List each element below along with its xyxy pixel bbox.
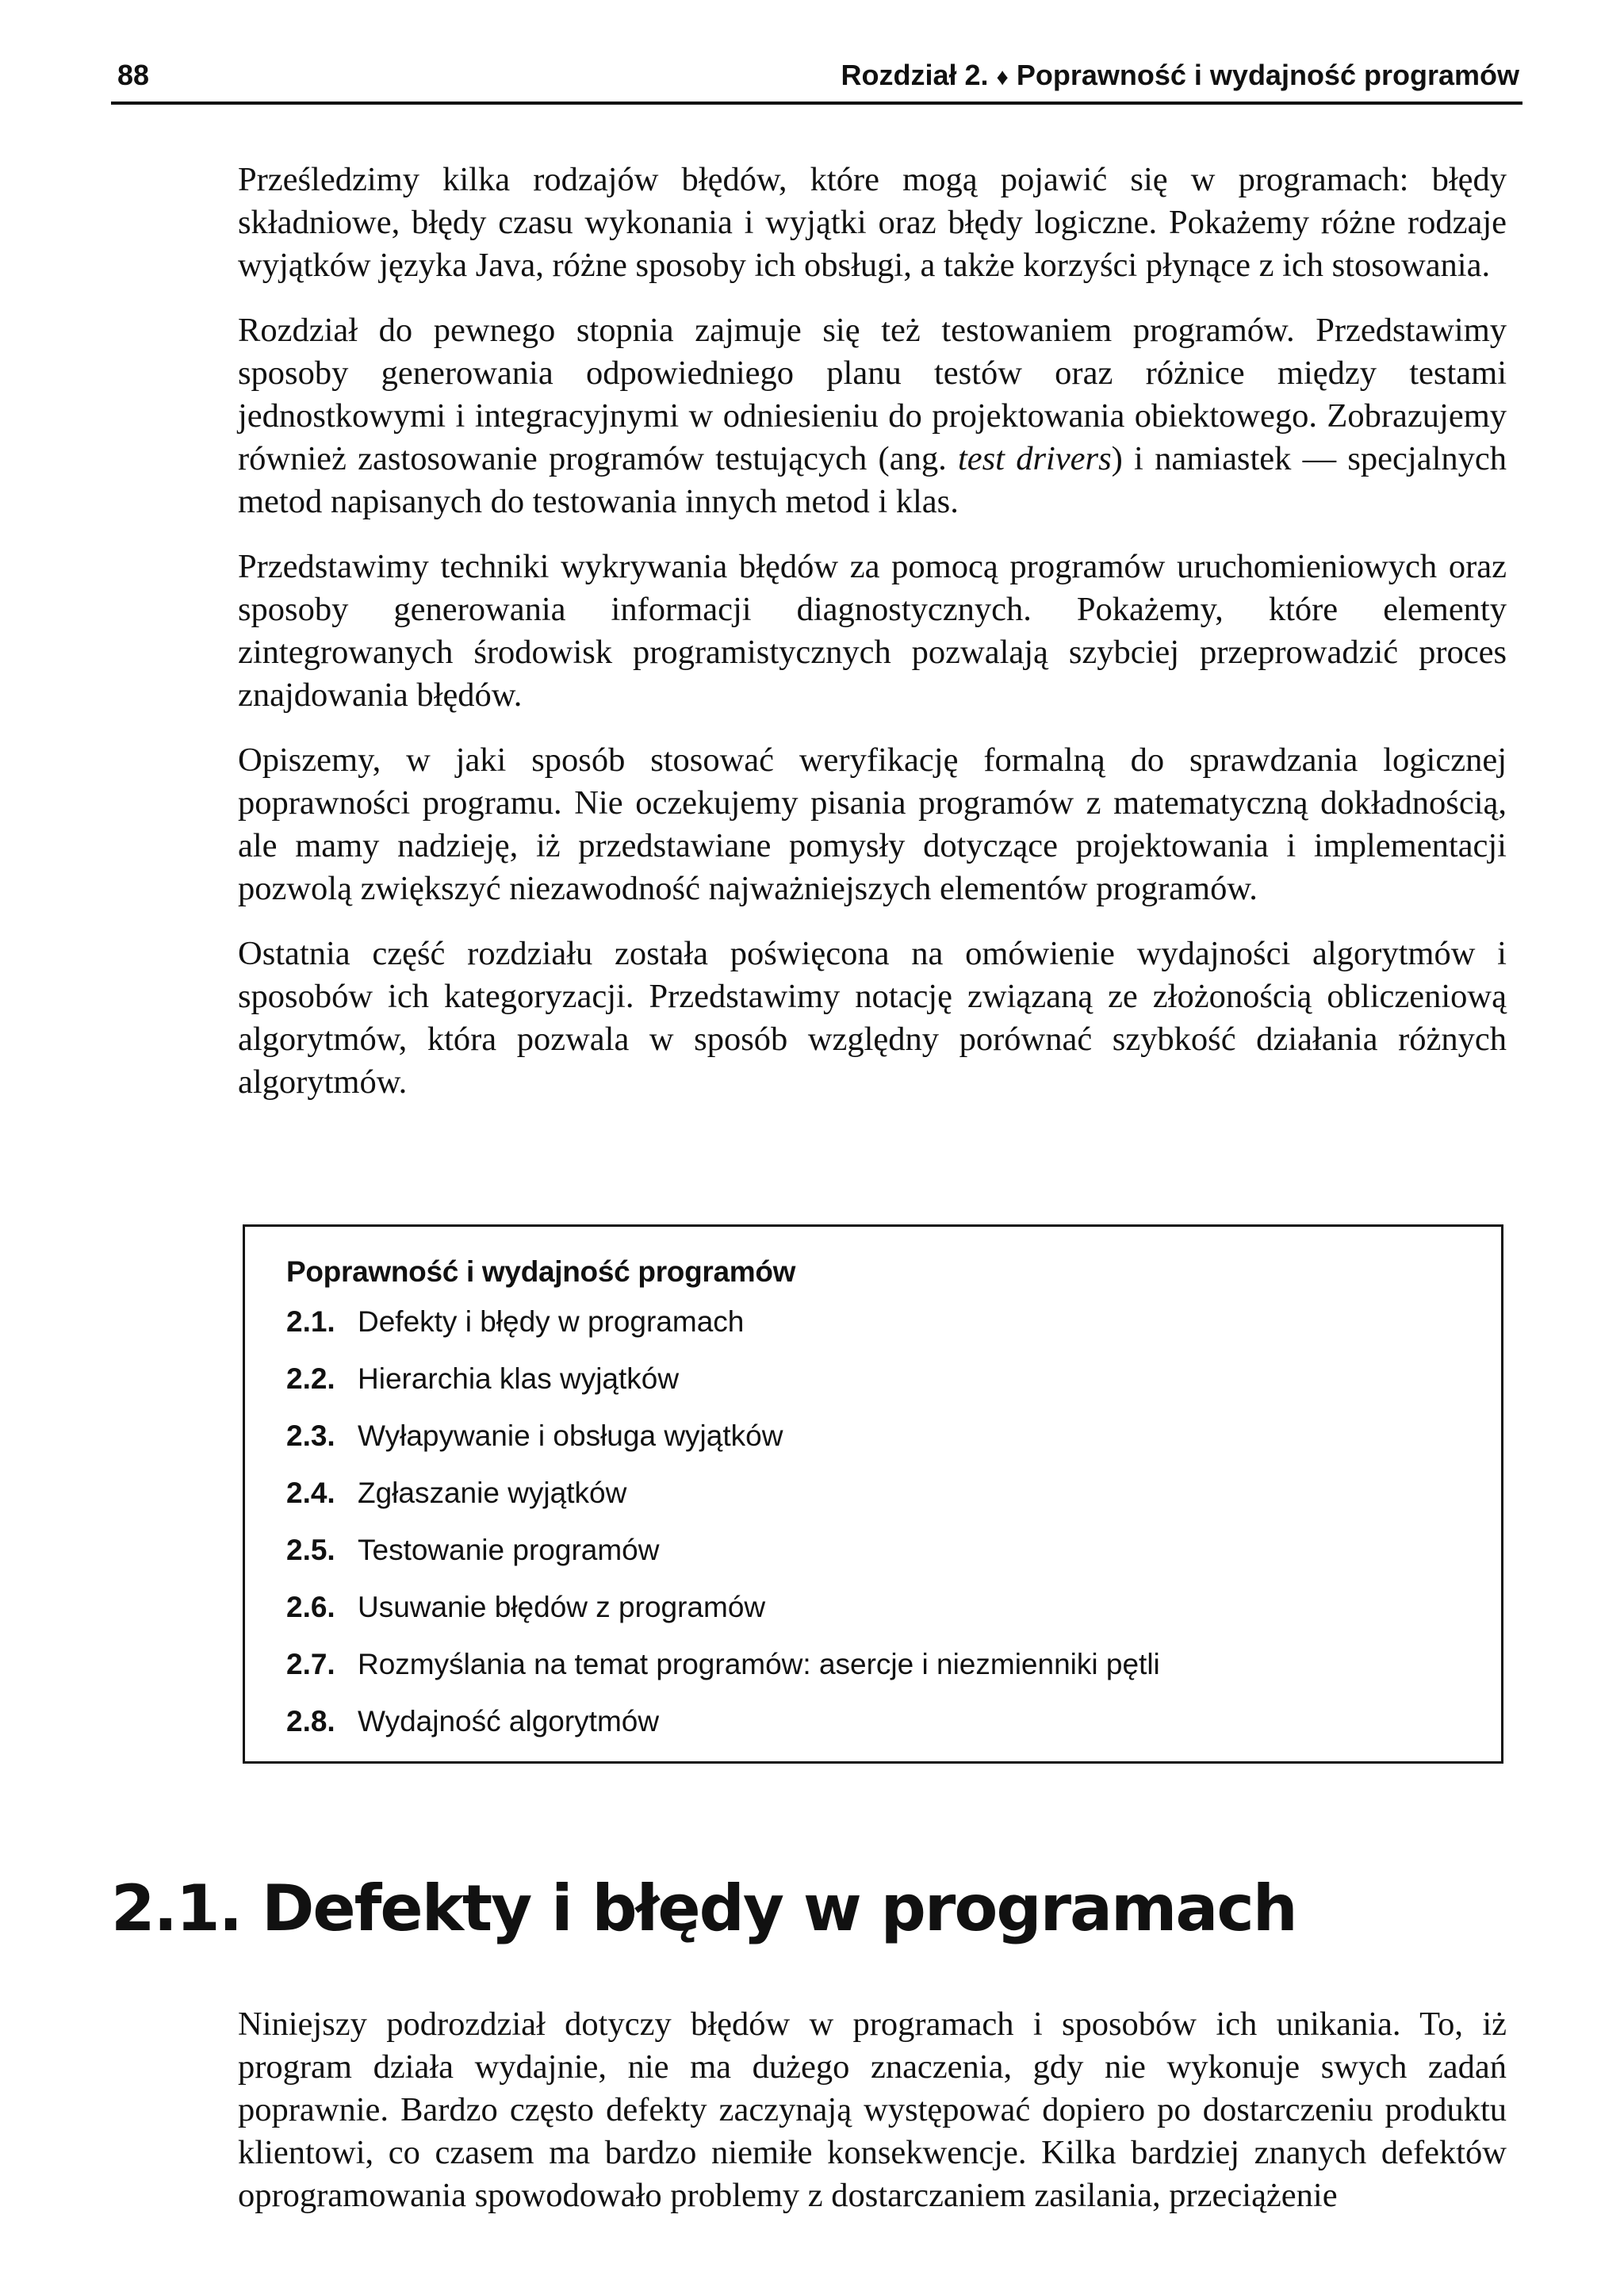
contents-item-number: 2.6.	[286, 1591, 335, 1623]
running-header	[111, 56, 1522, 105]
contents-item	[286, 1363, 1460, 1420]
chapter-title: Poprawność i wydajność programów	[1016, 59, 1519, 91]
diamond-separator-icon: ♦	[996, 64, 1009, 90]
contents-item	[286, 1592, 1460, 1649]
contents-item-label: Testowanie programów	[358, 1534, 660, 1566]
contents-item-number: 2.2.	[286, 1362, 335, 1395]
contents-item-number: 2.7.	[286, 1648, 335, 1680]
contents-item	[286, 1706, 1460, 1763]
intro-paragraph: Ostatnia część rozdziału została poświęcona na omówienie wydajności algorytmów i sposobów ich kategoryzacji. Przedstawimy notację związaną ze złożonością obliczeniową algorytmów, która pozwala w sposób względny porównać szybkość działania różnych algorytmów.	[238, 935, 1507, 1101]
intro-paragraph: Opiszemy, w jaki sposób stosować weryfikację formalną do sprawdzania logicznej poprawności programu. Nie oczekujemy pisania programów z matematyczną dokładnością, ale mamy nadzieję, iż przedstawiane pomysły dotyczące projektowania i implementacji pozwolą zwiększyć niezawodność najważniejszych elementów programów.	[238, 741, 1507, 907]
page-number: 88	[117, 59, 150, 91]
intro-paragraph: Przedstawimy techniki wykrywania błędów za pomocą programów uruchomieniowych oraz sposoby generowania informacji diagnostycznych. Pokażemy, które elementy zintegrowanych środowisk programistycznych pozwalają szybciej przeprowadzić proces znajdowania błędów.	[238, 548, 1507, 714]
contents-item	[286, 1477, 1460, 1534]
contents-list	[286, 1306, 1460, 1763]
section-body	[238, 2003, 1507, 2239]
contents-item-label: Rozmyślania na temat programów: asercje i niezmienniki pętli	[358, 1648, 1160, 1680]
contents-item	[286, 1649, 1460, 1706]
contents-item-label: Wydajność algorytmów	[358, 1705, 660, 1737]
contents-item-number: 2.3.	[286, 1419, 335, 1452]
contents-item-number: 2.1.	[286, 1305, 335, 1338]
contents-item	[286, 1420, 1460, 1477]
italic-term: test drivers	[957, 440, 1112, 477]
contents-item-label: Hierarchia klas wyjątków	[358, 1362, 680, 1395]
contents-item	[286, 1306, 1460, 1363]
intro-paragraph: Prześledzimy kilka rodzajów błędów, które mogą pojawić się w programach: błędy składniowe, błędy czasu wykonania i wyjątki oraz błędy logiczne. Pokażemy różne rodzaje wyjątków języka Java, różne sposoby ich obsługi, a także korzyści płynące z ich stosowania.	[238, 161, 1507, 284]
running-header-title	[841, 59, 1519, 92]
contents-item-label: Defekty i błędy w programach	[358, 1305, 745, 1338]
section-heading: 2.1. Defekty i błędy w programach	[111, 1871, 1297, 1945]
contents-item-label: Wyłapywanie i obsługa wyjątków	[358, 1419, 783, 1452]
contents-item	[286, 1534, 1460, 1592]
contents-item-number: 2.8.	[286, 1705, 335, 1737]
chapter-contents-box	[243, 1224, 1503, 1764]
chapter-introduction	[238, 159, 1507, 1126]
contents-item-label: Usuwanie błędów z programów	[358, 1591, 766, 1623]
contents-item-label: Zgłaszanie wyjątków	[358, 1477, 627, 1509]
contents-item-number: 2.4.	[286, 1477, 335, 1509]
contents-title: Poprawność i wydajność programów	[286, 1255, 796, 1288]
chapter-label: Rozdział 2.	[841, 59, 989, 91]
contents-item-number: 2.5.	[286, 1534, 335, 1566]
section-paragraph: Niniejszy podrozdział dotyczy błędów w programach i sposobów ich unikania. To, iż program działa wydajnie, nie ma dużego znaczenia, gdy nie wykonuje swych zadań poprawnie. Bardzo często defekty zaczynają występować dopiero po dostarczeniu produktu klientowi, co czasem ma bardzo niemiłe konsekwencje. Kilka bardziej znanych defektów oprogramowania spowodowało problemy z dostarczaniem zasilania, przeciążenie	[238, 2006, 1507, 2214]
intro-paragraph: Rozdział do pewnego stopnia zajmuje się też testowaniem programów. Przedstawimy sposoby generowania odpowiedniego planu testów oraz różnice między testami jednostkowymi i integracyjnymi w odniesieniu do projektowania obiektowego. Zobrazujemy również zastosowanie programów testujących (ang. test drivers) i namiastek — specjalnych metod napisanych do testowania innych metod i klas.	[238, 312, 1507, 520]
